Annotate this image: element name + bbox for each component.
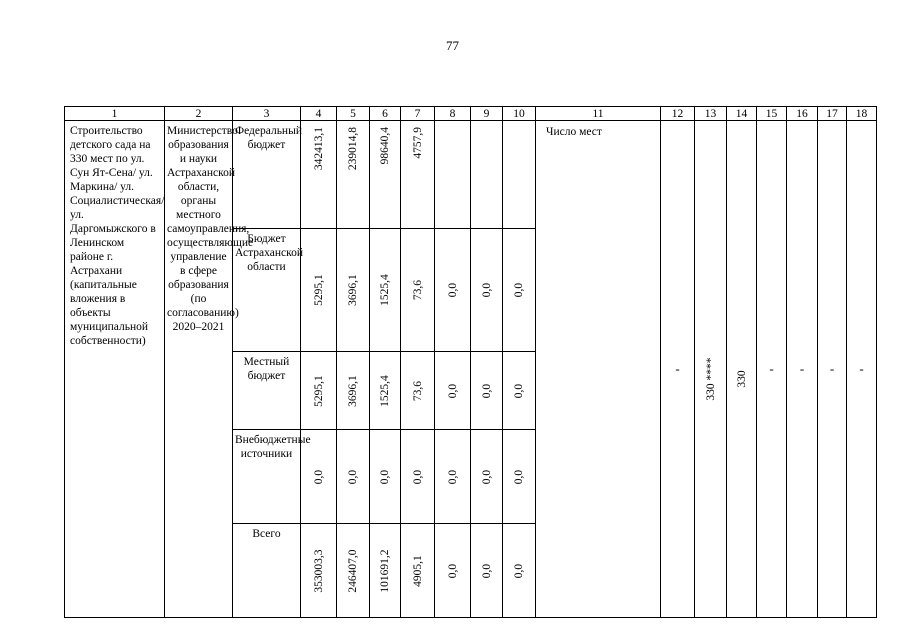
value-cell: 1525,4 xyxy=(370,229,401,352)
header-cell: 8 xyxy=(435,107,471,121)
value-cell: 0,0 xyxy=(503,352,536,430)
header-cell: 9 xyxy=(471,107,503,121)
value-cell xyxy=(435,121,471,229)
header-cell: 18 xyxy=(847,107,877,121)
header-cell: 14 xyxy=(727,107,757,121)
header-cell: 2 xyxy=(165,107,233,121)
value-cell: 101691,2 xyxy=(370,524,401,618)
header-cell: 15 xyxy=(757,107,787,121)
col17-cell: - xyxy=(818,121,847,618)
value-cell: 3696,1 xyxy=(337,352,370,430)
value-cell: 0,0 xyxy=(471,352,503,430)
value-cell: 0,0 xyxy=(503,430,536,524)
value-cell: 0,0 xyxy=(337,430,370,524)
value-cell: 239014,8 xyxy=(337,121,370,229)
funding-source-cell: Федеральный бюджет xyxy=(233,121,301,229)
header-cell: 3 xyxy=(233,107,301,121)
indicator-cell: Число мест xyxy=(536,121,661,618)
value-cell: 0,0 xyxy=(471,524,503,618)
value-cell: 4905,1 xyxy=(401,524,435,618)
value-cell xyxy=(471,121,503,229)
value-cell: 1525,4 xyxy=(370,352,401,430)
page-number: 77 xyxy=(446,38,459,53)
value-cell: 342413,1 xyxy=(301,121,337,229)
value-cell: 0,0 xyxy=(435,352,471,430)
col14-cell: 330 xyxy=(727,121,757,618)
header-row xyxy=(65,107,877,121)
header-cell: 17 xyxy=(818,107,847,121)
value-cell xyxy=(503,121,536,229)
funding-source-cell: Местный бюджет xyxy=(233,352,301,430)
project-name-cell: Строительство детского сада на 330 мест по ул. Сун Ят-Сена/ ул. Маркина/ ул. Социалистическая/ул. Даргомыжского в Ленинском районе г. Астрахани (капитальные вложения в объекты муниципальной собственности) xyxy=(65,121,165,618)
value-cell: 73,6 xyxy=(401,352,435,430)
header-cell: 12 xyxy=(661,107,695,121)
value-cell: 73,6 xyxy=(401,229,435,352)
value-cell: 353003,3 xyxy=(301,524,337,618)
value-cell: 0,0 xyxy=(301,430,337,524)
col13-cell: 330 **** xyxy=(695,121,727,618)
value-cell: 246407,0 xyxy=(337,524,370,618)
program-table xyxy=(64,106,877,618)
col18-cell: - xyxy=(847,121,877,618)
executor-cell: Министерство образования и науки Астраханской области, органы местного самоуправления, осуществляющие управление в сфере образования (по согласованию) 2020–2021 xyxy=(165,121,233,618)
header-cell: 10 xyxy=(503,107,536,121)
value-cell: 0,0 xyxy=(435,430,471,524)
funding-source-cell: Внебюджетные источники xyxy=(233,430,301,524)
header-cell: 4 xyxy=(301,107,337,121)
value-cell: 5295,1 xyxy=(301,352,337,430)
value-cell: 0,0 xyxy=(503,524,536,618)
value-cell: 3696,1 xyxy=(337,229,370,352)
header-cell: 16 xyxy=(787,107,818,121)
header-cell: 1 xyxy=(65,107,165,121)
value-cell: 5295,1 xyxy=(301,229,337,352)
funding-source-cell: Всего xyxy=(233,524,301,618)
value-cell: 0,0 xyxy=(503,229,536,352)
funding-source-cell: Бюджет Астраханской области xyxy=(233,229,301,352)
header-cell: 5 xyxy=(337,107,370,121)
col15-cell: - xyxy=(757,121,787,618)
value-cell: 0,0 xyxy=(401,430,435,524)
header-cell: 6 xyxy=(370,107,401,121)
col12-cell: - xyxy=(661,121,695,618)
value-cell: 4757,9 xyxy=(401,121,435,229)
value-cell: 0,0 xyxy=(435,229,471,352)
value-cell: 0,0 xyxy=(471,229,503,352)
header-cell: 7 xyxy=(401,107,435,121)
table-row xyxy=(65,121,877,229)
header-cell: 13 xyxy=(695,107,727,121)
value-cell: 0,0 xyxy=(435,524,471,618)
header-cell: 11 xyxy=(536,107,661,121)
value-cell: 98640,4 xyxy=(370,121,401,229)
value-cell: 0,0 xyxy=(471,430,503,524)
value-cell: 0,0 xyxy=(370,430,401,524)
col16-cell: - xyxy=(787,121,818,618)
